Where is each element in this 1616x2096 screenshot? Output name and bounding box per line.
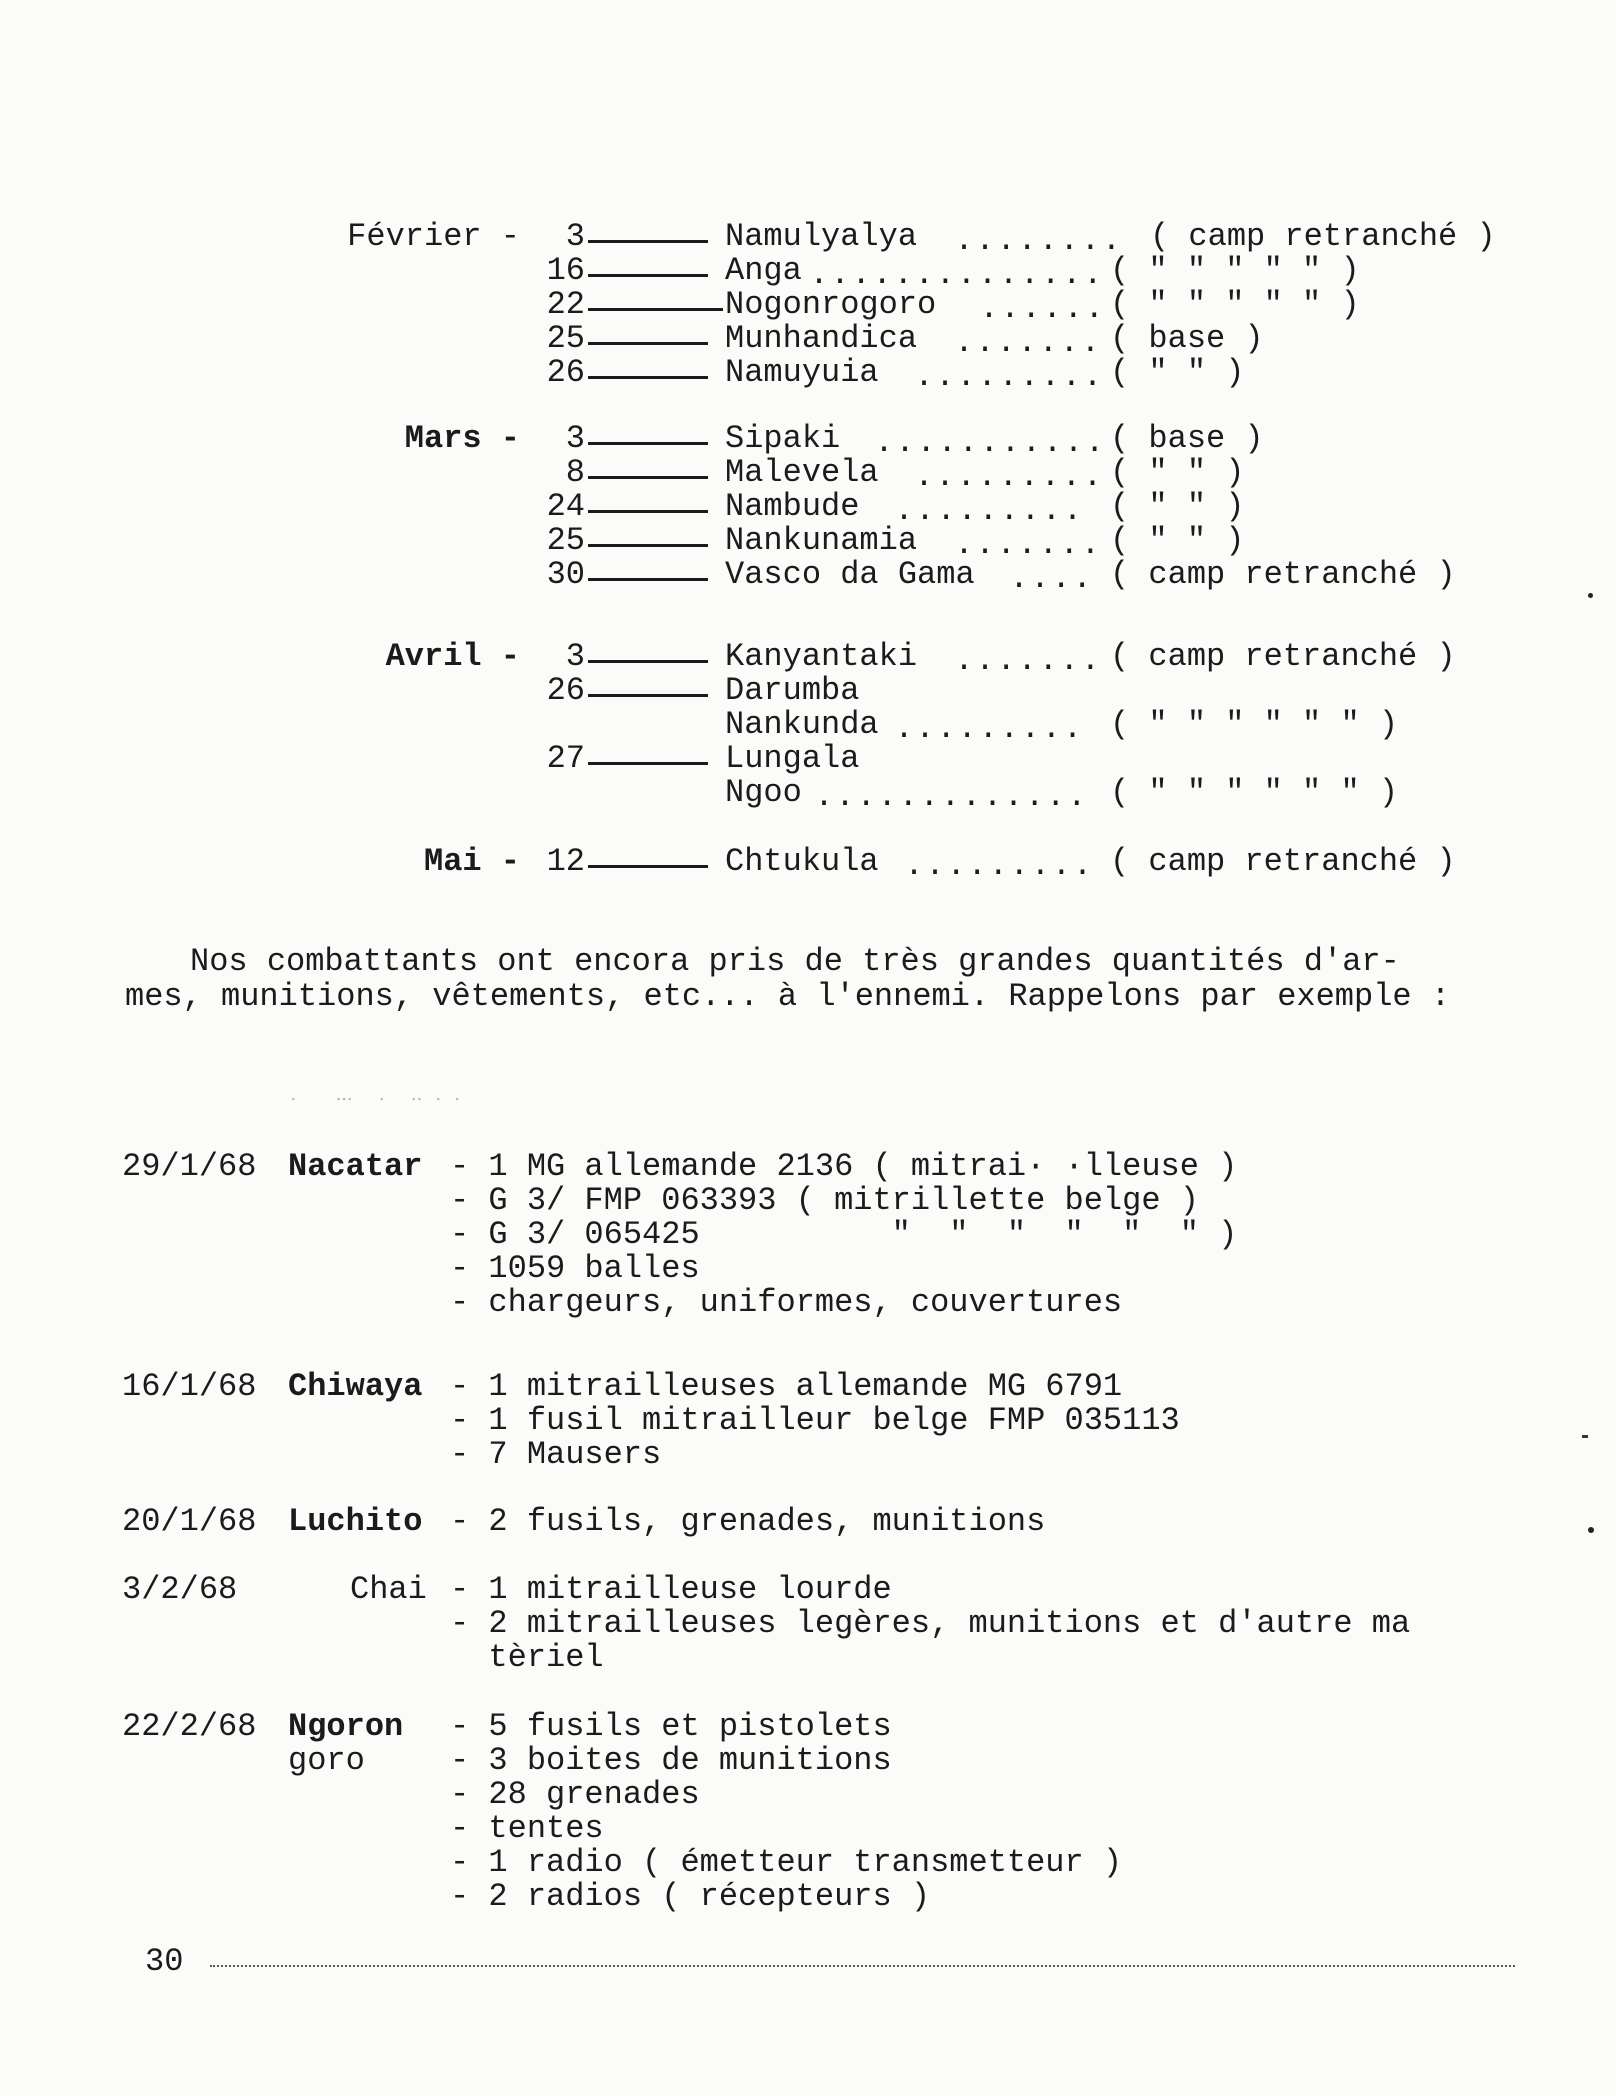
note: ( " " ) [1110, 454, 1245, 491]
page-number: 30 [145, 1943, 184, 1980]
day: 3 [565, 218, 585, 255]
note: ( " " ) [1110, 354, 1245, 391]
month-mai: Mai - [423, 843, 520, 880]
dot-leader: ......... [895, 710, 1085, 745]
place: Nankunamia [725, 522, 918, 559]
place: Lungala [725, 740, 860, 777]
capture-item: - 7 Mausers [450, 1436, 662, 1473]
note: ( " " " " " ) [1110, 286, 1360, 323]
place: Namulyalya [725, 218, 918, 255]
place: Nankunda [725, 706, 879, 743]
dot-leader: ......... [895, 492, 1085, 527]
day: 3 [565, 420, 585, 457]
paragraph-line: mes, munitions, vêtements, etc... à l'ennemi. Rappelons par exemple : [125, 978, 1451, 1015]
note: ( base ) [1110, 420, 1264, 457]
dash-line [588, 510, 708, 513]
capture-item: - 2 radios ( récepteurs ) [450, 1878, 931, 1915]
dash-line [588, 240, 708, 243]
scan-speck [1588, 593, 1593, 598]
note: ( " " ) [1110, 522, 1245, 559]
dot-leader: ......... [905, 847, 1095, 882]
note: ( " " " " " ) [1110, 252, 1360, 289]
capture-item: - 3 boites de munitions [450, 1742, 892, 1779]
note: ( " " ) [1110, 488, 1245, 525]
dash-line [588, 660, 708, 663]
place: Vasco da Gama [725, 556, 975, 593]
capture-item: - 2 mitrailleuses legères, munitions et d'autre ma [450, 1605, 1411, 1642]
scan-speck [1588, 1527, 1594, 1533]
day: 8 [565, 454, 585, 491]
capture-item: - 1059 balles [450, 1250, 700, 1287]
capture-place: Ngoron [288, 1708, 404, 1745]
dash-line [588, 578, 708, 581]
capture-item: - 1 fusil mitrailleur belge FMP 035113 [450, 1402, 1180, 1439]
place: Chtukula [725, 843, 879, 880]
place: Nambude [725, 488, 860, 525]
dash-line [588, 544, 708, 547]
capture-item: - 28 grenades [450, 1776, 700, 1813]
capture-item: - 1 mitrailleuse lourde [450, 1571, 892, 1608]
day: 27 [546, 740, 585, 777]
place: Ngoo [725, 774, 802, 811]
capture-date: 20/1/68 [122, 1503, 257, 1540]
dash-line [588, 342, 708, 345]
day: 24 [546, 488, 585, 525]
dot-leader: ....... [955, 324, 1103, 359]
day: 25 [546, 320, 585, 357]
capture-place: Chai [350, 1571, 427, 1608]
day: 12 [546, 843, 585, 880]
dash-line [588, 376, 708, 379]
capture-item: - 2 fusils, grenades, munitions [450, 1503, 1046, 1540]
dash-line [588, 274, 708, 277]
dot-leader: .............. [810, 256, 1105, 291]
dot-leader: ......... [915, 458, 1105, 493]
dash-line [588, 694, 708, 697]
capture-place-cont: goro [288, 1742, 365, 1779]
place: Nogonrogoro [725, 286, 937, 323]
capture-item: tèriel [450, 1639, 604, 1676]
day: 30 [546, 556, 585, 593]
place: Darumba [725, 672, 860, 709]
dot-leader: ....... [955, 526, 1103, 561]
scan-speck [1582, 1435, 1588, 1438]
capture-date: 22/2/68 [122, 1708, 257, 1745]
note: ( camp retranché ) [1110, 556, 1456, 593]
capture-place: Luchito [288, 1503, 423, 1540]
footer-dotted-rule [210, 1965, 1515, 1967]
dot-leader: ...... [980, 290, 1107, 325]
capture-item: - G 3/ FMP 063393 ( mitrillette belge ) [450, 1182, 1199, 1219]
place: Malevela [725, 454, 879, 491]
note: ( camp retranché ) [1150, 218, 1496, 255]
note: ( base ) [1110, 320, 1264, 357]
month-mars: Mars - [404, 420, 520, 457]
faint-text: ᐧ ᐧᐧᐧ ᐧ ᐧᐧ ᐧ ᐧ [290, 1089, 460, 1114]
place: Anga [725, 252, 802, 289]
capture-item: - G 3/ 065425 " " " " " " ) [450, 1216, 1238, 1253]
capture-place: Nacatar [288, 1148, 423, 1185]
capture-item: - 5 fusils et pistolets [450, 1708, 892, 1745]
dash-line [588, 476, 708, 479]
capture-place: Chiwaya [288, 1368, 423, 1405]
day: 26 [546, 354, 585, 391]
dot-leader: .... [1010, 560, 1095, 595]
note: ( " " " " " " ) [1110, 774, 1399, 811]
capture-item: - tentes [450, 1810, 604, 1847]
place: Namuyuia [725, 354, 879, 391]
capture-date: 16/1/68 [122, 1368, 257, 1405]
capture-item: - chargeurs, uniformes, couvertures [450, 1284, 1123, 1321]
day: 16 [546, 252, 585, 289]
month-fevrier: Février - [347, 218, 520, 255]
dash-line [588, 865, 708, 868]
place: Kanyantaki [725, 638, 918, 675]
dot-leader: ............. [815, 778, 1089, 813]
note: ( " " " " " " ) [1110, 706, 1399, 743]
dot-leader: ........ [955, 222, 1124, 257]
day: 3 [565, 638, 585, 675]
capture-item: - 1 radio ( émetteur transmetteur ) [450, 1844, 1123, 1881]
dot-leader: ....... [955, 642, 1103, 677]
capture-item: - 1 MG allemande 2136 ( mitrai· ·lleuse ) [450, 1148, 1238, 1185]
day: 25 [546, 522, 585, 559]
note: ( camp retranché ) [1110, 638, 1456, 675]
dash-line [588, 308, 723, 311]
paragraph-line: Nos combattants ont encora pris de très grandes quantités d'ar- [190, 943, 1400, 980]
month-avril: Avril - [385, 638, 520, 675]
dash-line [588, 762, 708, 765]
day: 22 [546, 286, 585, 323]
dot-leader: ........... [875, 424, 1107, 459]
day: 26 [546, 672, 585, 709]
place: Sipaki [725, 420, 841, 457]
note: ( camp retranché ) [1110, 843, 1456, 880]
capture-date: 29/1/68 [122, 1148, 257, 1185]
capture-date: 3/2/68 [122, 1571, 238, 1608]
dot-leader: ......... [915, 358, 1105, 393]
dash-line [588, 442, 708, 445]
capture-item: - 1 mitrailleuses allemande MG 6791 [450, 1368, 1123, 1405]
place: Munhandica [725, 320, 918, 357]
